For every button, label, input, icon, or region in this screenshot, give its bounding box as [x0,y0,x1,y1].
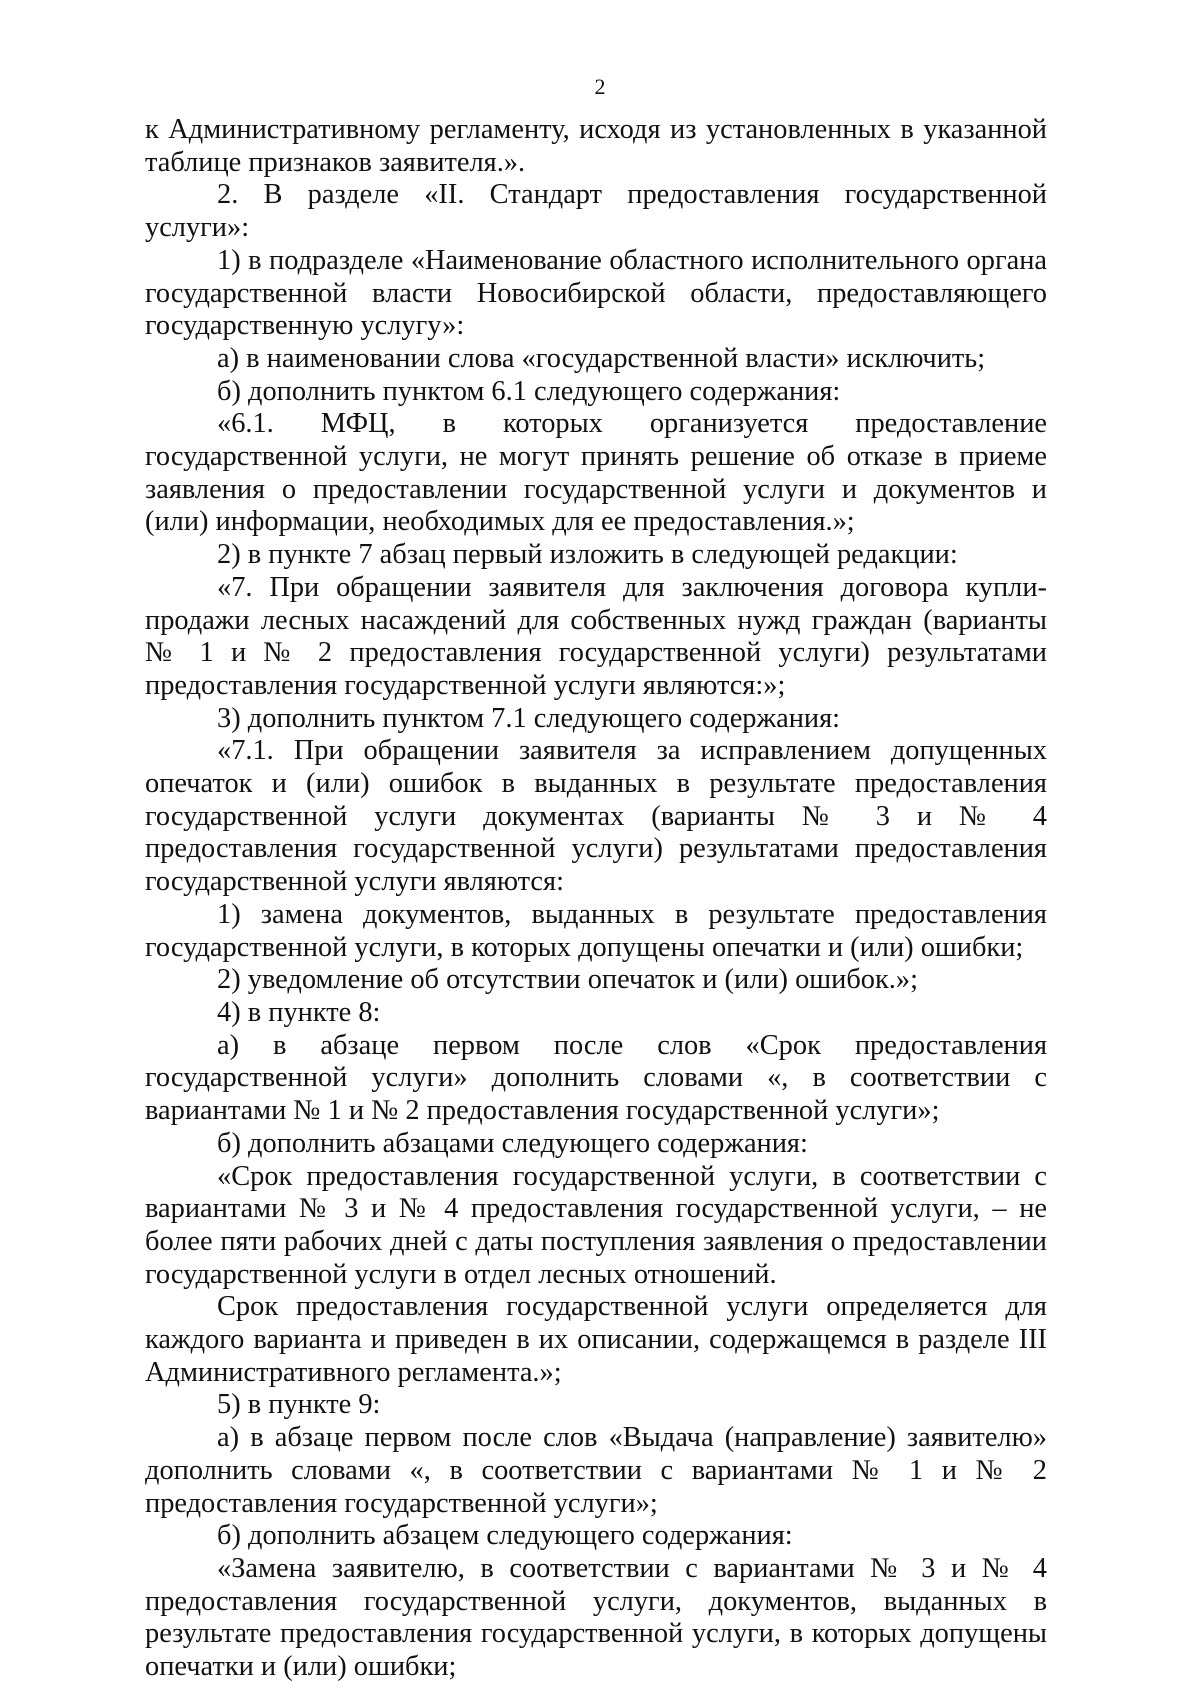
paragraph: «7. При обращении заявителя для заключения договора купли-продажи лесных насаждений для собственных нужд граждан (варианты № 1 и № 2 предоставления государственной услуги) результатами предоставления государственной услуги являются:»; [145,571,1047,701]
paragraph: б) дополнить абзацем следующего содержания: [217,1520,793,1552]
paragraph: 2) в пункте 7 абзац первый изложить в следующей редакции: [217,539,958,571]
paragraph: «7.1. При обращении заявителя за исправлением допущенных опечаток и (или) ошибок в выданных в результате предоставления государственной услуги документах (варианты № 3 и № 4 предоставления государственной услуги) результатами предоставления государственной услуги являются: [145,735,1047,898]
paragraph: 3) дополнить пунктом 7.1 следующего содержания: [217,702,841,734]
document-body [145,114,1047,1684]
paragraph: 5) в пункте 9: [217,1389,381,1421]
paragraph: 1) замена документов, выданных в результате предоставления государственной услуги, в которых допущены опечатки и (или) ошибки; [145,898,1047,963]
paragraph: «Срок предоставления государственной услуги, в соответствии с вариантами № 3 и № 4 предоставления государственной услуги, – не более пяти рабочих дней с даты поступления заявления о предоставлении государственной услуги в отдел лесных отношений. [145,1160,1047,1290]
paragraph: а) в наименовании слова «государственной власти» исключить; [217,342,986,374]
paragraph: 2. В разделе «II. Стандарт предоставления государственной услуги»: [145,179,1047,244]
paragraph: 2) уведомление об отсутствии опечаток и (или) ошибок.»; [217,964,918,996]
paragraph: «6.1. МФЦ, в которых организуется предоставление государственной услуги, не могут принять решение об отказе в приеме заявления о предоставлении государственной услуги и документов и (или) информации, необходимых для ее предоставления.»; [145,408,1047,538]
page-number: 2 [594,74,606,99]
paragraph: а) в абзаце первом после слов «Выдача (направление) заявителю» дополнить словами «, в соответствии с вариантами № 1 и № 2 предоставления государственной услуги»; [145,1422,1047,1519]
paragraph: 1) в подразделе «Наименование областного исполнительного органа государственной власти Новосибирской области, предоставляющего государственную услугу»: [145,244,1047,342]
paragraph: «Замена заявителю, в соответствии с вариантами № 3 и № 4 предоставления государственной услуги, документов, выданных в результате предоставления государственной услуги, в которых допущены опечатки и (или) ошибки; [145,1552,1047,1683]
paragraph: к Административному регламенту, исходя из установленных в указанной таблице признаков заявителя.». [145,114,1047,178]
paragraph: а) в абзаце первом после слов «Срок предоставления государственной услуги» дополнить словами «, в соответствии с вариантами № 1 и № 2 предоставления государственной услуги»; [145,1029,1047,1127]
paragraph: б) дополнить абзацами следующего содержания: [217,1127,808,1159]
paragraph: 4) в пункте 8: [217,996,381,1028]
paragraph: б) дополнить пунктом 6.1 следующего содержания: [217,375,841,407]
paragraph: Срок предоставления государственной услуги определяется для каждого варианта и приведен в их описании, содержащемся в разделе III Административного регламента.»; [145,1291,1047,1388]
